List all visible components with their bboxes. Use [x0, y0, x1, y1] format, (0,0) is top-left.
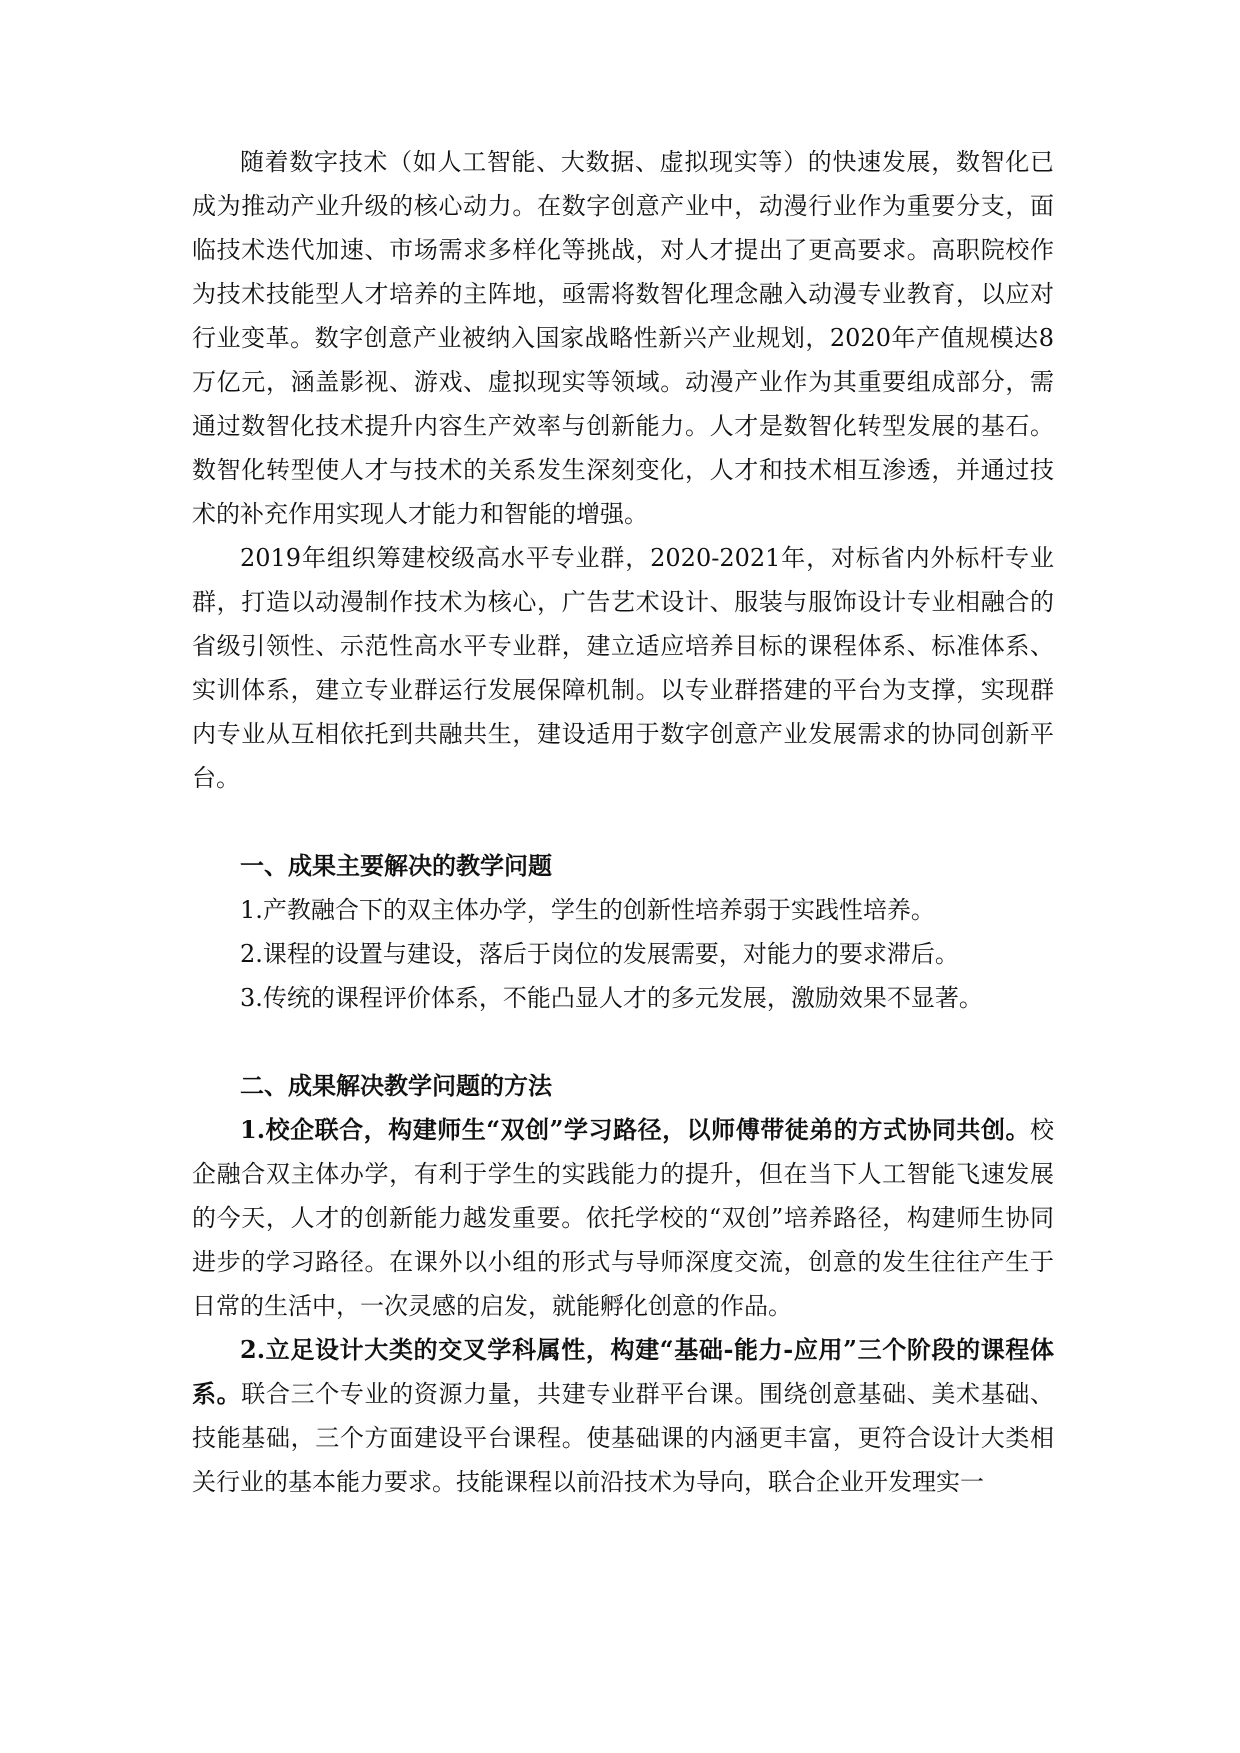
- section-1-heading: 一、成果主要解决的教学问题: [240, 851, 552, 880]
- problem-item-1: 1.产教融合下的双主体办学，学生的创新性培养弱于实践性培养。: [240, 896, 935, 924]
- spacer: [192, 800, 1054, 844]
- problem-item-2: 2.课程的设置与建设，落后于岗位的发展需要，对能力的要求滞后。: [240, 940, 959, 968]
- method-2-body: 联合三个专业的资源力量，共建专业群平台课。围绕创意基础、美术基础、技能基础，三个方面建设平台课程。使基础课的内涵更丰富，更符合设计大类相关行业的基本能力要求。技能课程以前沿技术为导向，联合企业开发理实一: [192, 1380, 1055, 1496]
- intro-paragraph-2: 2019年组织筹建校级高水平专业群，2020-2021年，对标省内外标杆专业群，打造以动漫制作技术为核心，广告艺术设计、服装与服饰设计专业相融合的省级引领性、示范性高水平专业群，建立适应培养目标的课程体系、标准体系、实训体系，建立专业群运行发展保障机制。以专业群搭建的平台为支撑，实现群内专业从互相依托到共融共生，建设适用于数字创意产业发展需求的协同创新平台。: [192, 544, 1054, 792]
- method-1-title: 1.校企联合，构建师生“双创”学习路径，以师傅带徒弟的方式协同共创。: [240, 1115, 1030, 1144]
- intro-paragraph-1: 随着数字技术（如人工智能、大数据、虚拟现实等）的快速发展，数智化已成为推动产业升级的核心动力。在数字创意产业中，动漫行业作为重要分支，面临技术迭代加速、市场需求多样化等挑战，对人才提出了更高要求。高职院校作为技术技能型人才培养的主阵地，亟需将数智化理念融入动漫专业教育，以应对行业变革。数字创意产业被纳入国家战略性新兴产业规划，2020年产值规模达8万亿元，涵盖影视、游戏、虚拟现实等领域。动漫产业作为其重要组成部分，需通过数智化技术提升内容生产效率与创新能力。人才是数智化转型发展的基石。数智化转型使人才与技术的关系发生深刻变化，人才和技术相互渗透，并通过技术的补充作用实现人才能力和智能的增强。: [192, 148, 1054, 528]
- document-page: [192, 140, 1054, 1504]
- spacer: [192, 1020, 1054, 1064]
- method-paragraph-2: [192, 1328, 1054, 1504]
- method-paragraph-1: [192, 1108, 1054, 1328]
- problem-item-3: 3.传统的课程评价体系，不能凸显人才的多元发展，激励效果不显著。: [240, 984, 983, 1012]
- method-1-body: 校企融合双主体办学，有利于学生的实践能力的提升，但在当下人工智能飞速发展的今天，人才的创新能力越发重要。依托学校的“双创”培养路径，构建师生协同进步的学习路径。在课外以小组的形式与导师深度交流，创意的发生往往产生于日常的生活中，一次灵感的启发，就能孵化创意的作品。: [192, 1116, 1054, 1320]
- method-2-title: 2.立足设计大类的交叉学科属性，构建“基础-能力-应用”三个阶段的课程体系。: [192, 1335, 1054, 1408]
- section-2-heading: 二、成果解决教学问题的方法: [240, 1071, 552, 1100]
